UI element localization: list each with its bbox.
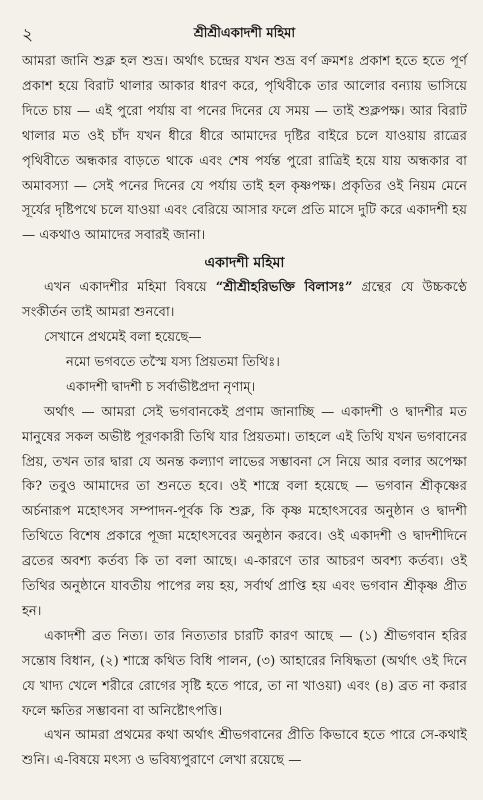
paragraph-intro: আমরা জানি শুক্ল হল শুভ্র। অর্থাৎ চন্দ্রের যখন শুভ্র বর্ণ ক্রমশঃ প্রকাশ হতে হতে পূর্ণ প্রকাশ হয়ে বিরাট থালার আকার ধারণ করে, পৃথিবীকে তার আলোর বন্যায় ভাসিয়ে দিতে চায় — এই পুরো পর্যায় বা পনের দিনের যে সময় — তাই শুক্লপক্ষ। আর বিরাট থালার মত ওই চাঁদ যখন ধীরে ধীরে আমাদের দৃষ্টির বাইরে চলে যাওয়ায় রাত্রের পৃথিবীতে অন্ধকার বাড়তে থাকে এবং শেষ পর্যন্ত পুরো রাত্রিই হয়ে যায় অন্ধকার বা অমাবস্যা — সেই পনের দিনের যে পর্যায় তাই হল কৃষ্ণপক্ষ। প্রকৃতির ওই নিয়ম মেনে সূর্যের দৃষ্টিপথে চলে যাওয়া এবং বেরিয়ে আসার ফলে প্রতি মাসে দুটি করে একাদশী হয় — একথাও আমাদের সবারই জানা। — [22, 54, 467, 244]
paragraph-meaning: অর্থাৎ — আমরা সেই ভগবানকেই প্রণাম জানাচ্ছি — একাদশী ও দ্বাদশীর মত মানুষের সকল অভীষ্ট পূরণকারী তিথি যার প্রিয়তমা। তাহলে এই তিথি যখন ভগবানের প্রিয়, তখন তার দ্বারা যে অনন্ত কল্যাণ লাভের সম্ভাবনা সে নিয়ে আর বলার অপেক্ষা কি? তবুও আমাদের তা শুনতে হবে। ওই শাস্ত্রে বলা হয়েছে — ভগবান শ্রীকৃষ্ণের অর্চনারূপ মহোৎসব সম্পাদন-পূর্বক কি শুক্ল, কি কৃষ্ণ মহোৎসবের অনুষ্ঠান ও দ্বাদশী তিথিতে বিশেষ প্রকারে পূজা মহোৎসবের অনুষ্ঠান করবে। ওই একাদশী ও দ্বাদশীদিনে ব্রতের অবশ্য কর্তব্য কি তা বলা আছে। এ-কারণে তার আচরণ অবশ্য কর্তব্য। ওই তিথির অনুষ্ঠানে যাবতীয় পাপের লয় হয়, সর্বার্থ প্রাপ্তি হয় এবং ভগবান শ্রীকৃষ্ণ প্রীত হন। — [22, 404, 467, 619]
paragraph-closing: এখন আমরা প্রথমের কথা অর্থাৎ শ্রীভগবানের প্রীতি কিভাবে হতে পারে সে-কথাই শুনি। এ-বিষয়ে মৎস্য ও ভবিষ্যপুরাণে লেখা রয়েছে — — [22, 728, 467, 769]
paragraph-text: গ্রন্থের যে উচ্চকণ্ঠে সংকীর্তন তাই আমরা শুনবো। — [22, 280, 468, 321]
section-heading: একাদশী মহিমা — [204, 255, 285, 272]
book-title-quote: “শ্রীশ্রীহরিভক্তি বিলাসঃ” — [215, 280, 353, 296]
verse-line: নমো ভগবতে তস্মৈ যস্য প্রিয়তমা তিথিঃ। — [66, 354, 280, 370]
running-title: শ্রীশ্রীএকাদশী মহিমা — [193, 26, 296, 41]
body-text — [22, 50, 467, 774]
page-header — [22, 22, 467, 50]
paragraph-reference — [22, 276, 467, 326]
paragraph-text: এখন একাদশীর মহিমা বিষয়ে — [44, 280, 216, 296]
sanskrit-verse — [22, 351, 467, 401]
verse-line: একাদশী দ্বাদশী চ সর্বাভীষ্টপ্রদা নৃণাম্। — [66, 379, 256, 395]
paragraph-reasons: একাদশী ব্রত নিত্য। তার নিত্যতার চারটি কারণ আছে — (১) শ্রীভগবান হরির সন্তোষ বিধান, (২) শাস্ত্রে কথিত বিধি পালন, (৩) আহারের নিষিদ্ধতা (অর্থাৎ ওই দিনে যে খাদ্য খেলে শরীরে রোগের সৃষ্টি হতে পারে, তা না খাওয়া) এবং (৪) ব্রত না করার ফলে ক্ষতির সম্ভাবনা বা অনিষ্টোৎপত্তি। — [22, 628, 467, 719]
page-number: ২ — [22, 25, 34, 45]
paragraph-lead-in: সেখানে প্রথমেই বলা হয়েছে— — [44, 329, 202, 345]
